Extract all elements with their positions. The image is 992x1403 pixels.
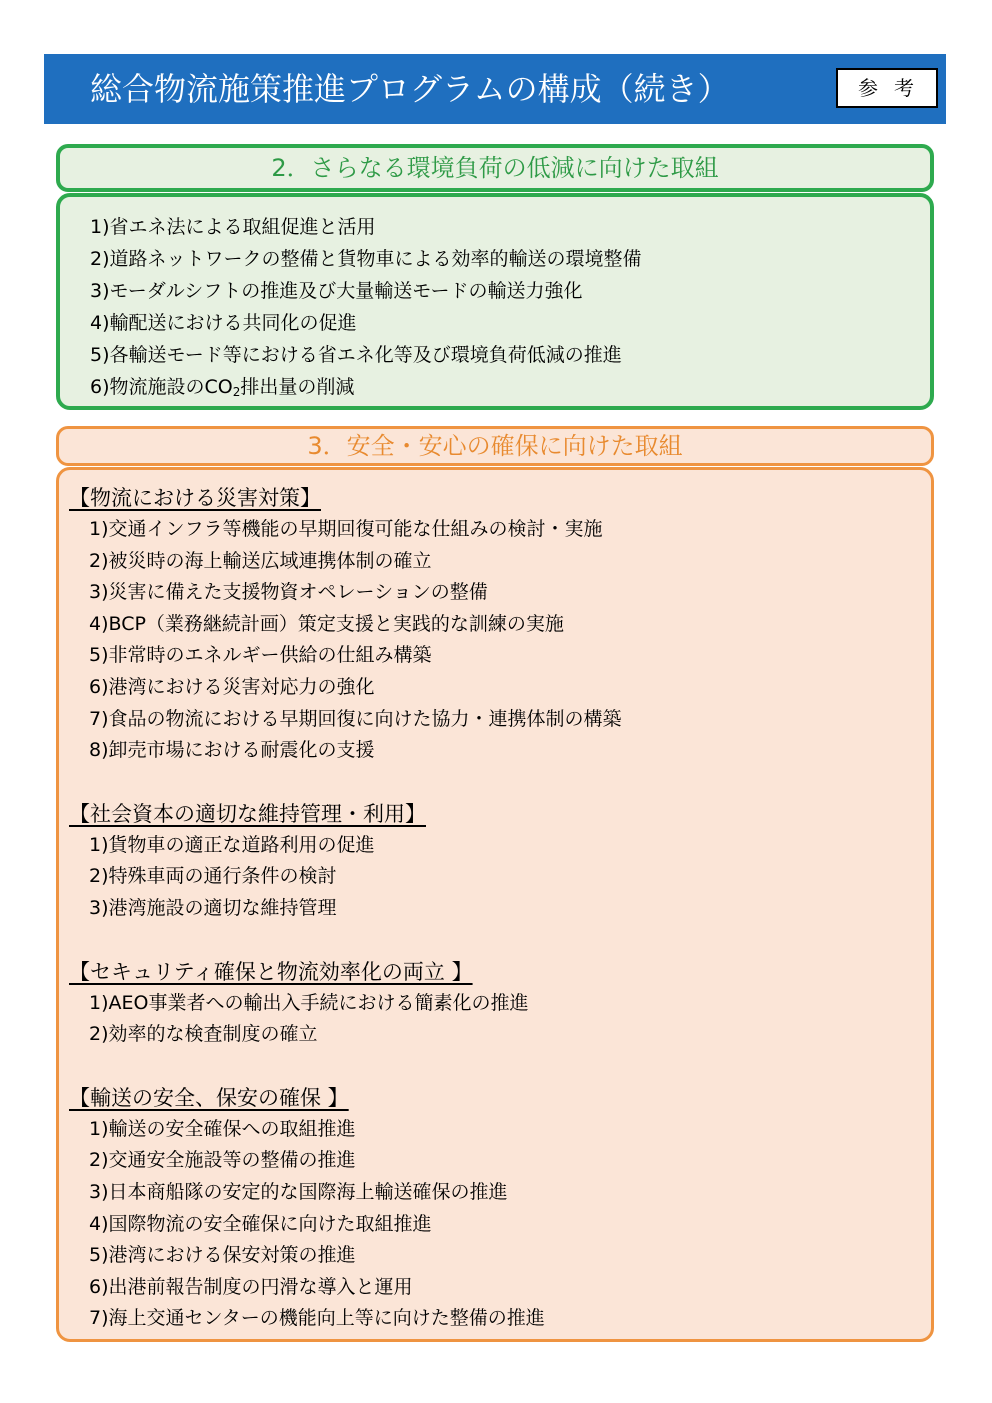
- item6-after: 排出量の削減: [240, 376, 355, 398]
- spacer: [69, 1051, 931, 1082]
- list-item: 1)貨物車の適正な道路利用の促進: [89, 833, 375, 856]
- list-item: 2)交通安全施設等の整備の推進: [89, 1149, 356, 1172]
- section2-header: 2．さらなる環境負荷の低減に向けた取組: [56, 144, 934, 192]
- group-heading-disaster: 【物流における災害対策】: [69, 486, 321, 510]
- group-heading-infrastructure: 【社会資本の適切な維持管理・利用】: [69, 801, 426, 826]
- spacer: [69, 767, 931, 798]
- group-heading-security: 【セキュリティ確保と物流効率化の両立 】: [69, 959, 473, 984]
- list-item: 4)輸配送における共同化の促進: [90, 312, 357, 334]
- list-item: 3)災害に備えた支援物資オペレーションの整備: [89, 581, 488, 604]
- list-item-co2: [90, 371, 930, 403]
- list-item: 1)交通インフラ等機能の早期回復可能な仕組みの検討・実施: [89, 518, 603, 540]
- list-item: 1)省エネ法による取組促進と活用: [90, 216, 376, 238]
- title-banner: [44, 54, 946, 124]
- list-item: 3)港湾施設の適切な維持管理: [89, 896, 337, 919]
- list-item: 2)効率的な検査制度の確立: [89, 1023, 318, 1046]
- list-item: 2)道路ネットワークの整備と貨物車による効率的輸送の環境整備: [90, 248, 642, 270]
- section2-body: [56, 193, 934, 410]
- list-item: 6)出港前報告制度の円滑な導入と運用: [89, 1275, 413, 1298]
- item6-before: 6)物流施設のCO: [90, 376, 233, 398]
- section3-header: 3．安全・安心の確保に向けた取組: [56, 426, 934, 466]
- list-item: 6)港湾における災害対応力の強化: [89, 675, 375, 698]
- list-item: 1)輸送の安全確保への取組推進: [89, 1117, 356, 1140]
- page-title: 総合物流施策推進プログラムの構成（続き）: [90, 70, 730, 108]
- list-item: 4)国際物流の安全確保に向けた取組推進: [89, 1212, 432, 1235]
- list-item: 7)食品の物流における早期回復に向けた協力・連携体制の構築: [89, 707, 622, 730]
- section3-body: [56, 467, 934, 1342]
- list-item: 5)各輸送モード等における省エネ化等及び環境負荷低減の推進: [90, 344, 622, 366]
- list-item: 3)日本商船隊の安定的な国際海上輸送確保の推進: [89, 1180, 508, 1203]
- list-item: 4)BCP（業務継続計画）策定支援と実践的な訓練の実施: [89, 612, 564, 635]
- list-item: 3)モーダルシフトの推進及び大量輸送モードの輸送力強化: [90, 280, 583, 302]
- list-item: 1)AEO事業者への輸出入手続における簡素化の推進: [89, 991, 529, 1014]
- list-item: 8)卸売市場における耐震化の支援: [89, 739, 375, 762]
- item6-subscript: 2: [232, 385, 241, 399]
- reference-label: 参考: [836, 68, 938, 108]
- list-item: 7)海上交通センターの機能向上等に向けた整備の推進: [89, 1307, 545, 1330]
- list-item: 5)港湾における保安対策の推進: [89, 1244, 356, 1267]
- group-heading-transport-safety: 【輸送の安全、保安の確保 】: [69, 1085, 349, 1110]
- list-item: 5)非常時のエネルギー供給の仕組み構築: [89, 644, 432, 667]
- list-item: 2)被災時の海上輸送広域連携体制の確立: [89, 549, 432, 572]
- spacer: [69, 925, 931, 956]
- list-item: 2)特殊車両の通行条件の検討: [89, 865, 337, 888]
